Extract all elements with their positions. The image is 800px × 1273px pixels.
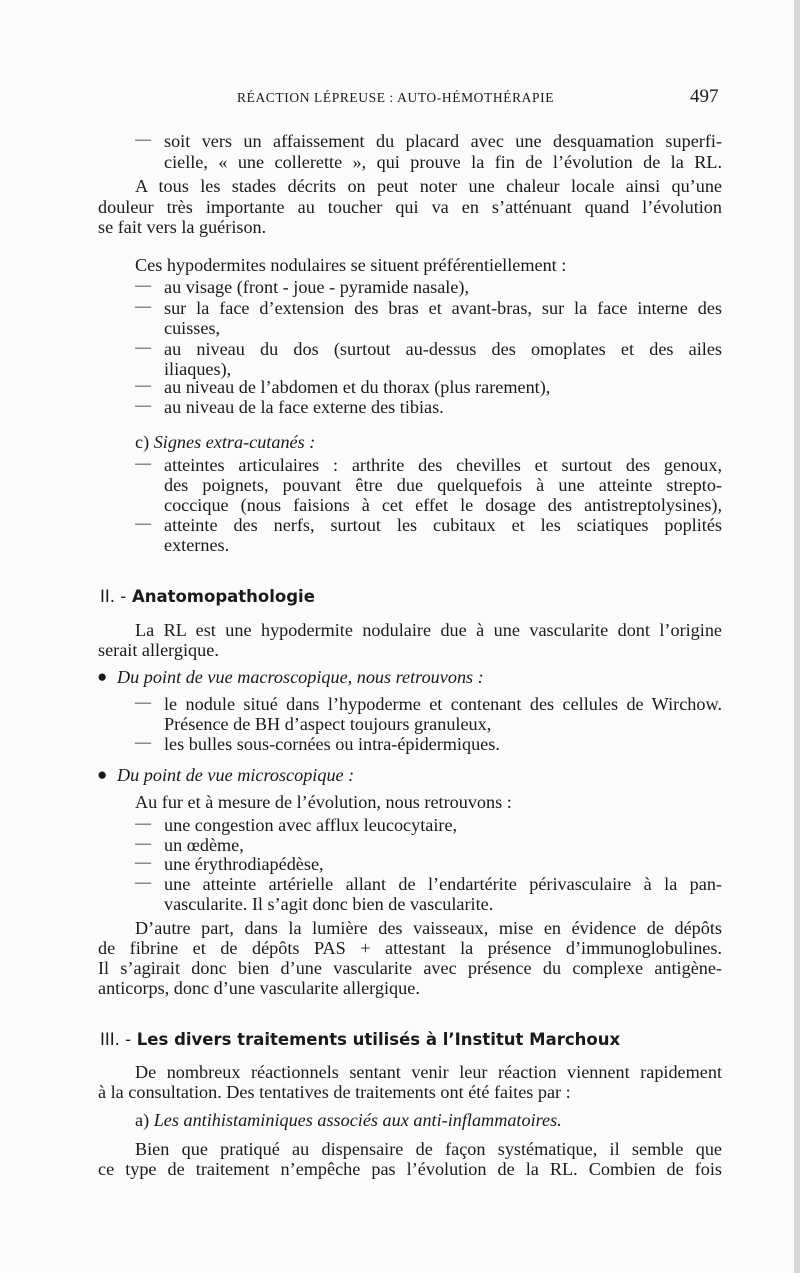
page-header — [0, 86, 800, 112]
dash-marker: — — [135, 734, 151, 751]
list-lead: Ces hypodermites nodulaires se situent préférentiellement : — [135, 255, 567, 275]
paragraph-line: D’autre part, dans la lumière des vaisseaux, mise en évidence de dépôts — [135, 918, 722, 938]
bullet-icon: ● — [97, 667, 108, 686]
list-item: des poignets, pouvant être due quelquefois à une atteinte strepto- — [164, 475, 722, 495]
list-item: vascularite. Il s’agit donc bien de vascularite. — [164, 894, 494, 914]
paragraph-line: Il s’agirait donc bien d’une vascularite avec présence du complexe antigène- — [98, 958, 722, 978]
intro-line: soit vers un affaissement du placard avec une desquamation superfi- — [164, 131, 722, 151]
subsection-prefix: c) — [135, 432, 154, 452]
dash-marker: — — [135, 339, 151, 356]
paragraph-line: De nombreux réactionnels sentant venir leur réaction viennent rapidement — [135, 1062, 722, 1082]
bullet-heading-text: Du point de vue macroscopique, nous retrouvons : — [117, 667, 484, 687]
dash-marker: — — [135, 377, 151, 394]
dash-marker: — — [135, 854, 151, 871]
list-item: atteinte des nerfs, surtout les cubitaux et les sciatiques poplités — [164, 515, 722, 535]
intro-line: cielle, « une collerette », qui prouve la fin de l’évolution de la RL. — [164, 152, 722, 172]
subsection-prefix: a) — [135, 1110, 154, 1130]
list-item: au visage (front - joue - pyramide nasale), — [164, 277, 470, 297]
list-item: au niveau de l’abdomen et du thorax (plus rarement), — [164, 377, 551, 397]
paragraph-line: Bien que pratiqué au dispensaire de façon systématique, il semble que — [135, 1139, 722, 1159]
list-item: coccique (nous faisions à cet effet le dosage des antistreptolysines), — [164, 495, 722, 515]
list-item: un œdème, — [164, 835, 244, 855]
section-number: III. - — [100, 1030, 132, 1049]
list-item: le nodule situé dans l’hypoderme et contenant des cellules de Wirchow. — [164, 694, 722, 714]
bullet-icon: ● — [97, 765, 108, 784]
subsection-title: Les antihistaminiques associés aux anti-inflammatoires. — [153, 1110, 562, 1130]
paragraph-line: serait allergique. — [98, 640, 219, 660]
dash-marker: — — [135, 298, 151, 315]
paragraph-line: de fibrine et de dépôts PAS + attestant la présence d’immunoglobulines. — [98, 938, 722, 958]
paragraph-line: ce type de traitement n’empêche pas l’évolution de la RL. Combien de fois — [98, 1159, 722, 1179]
section-title: Anatomopathologie — [131, 587, 315, 606]
list-item: au niveau de la face externe des tibias. — [164, 397, 444, 417]
subsection-label — [135, 432, 315, 452]
list-lead: Au fur et à mesure de l’évolution, nous retrouvons : — [135, 792, 512, 812]
dash-marker: — — [135, 835, 151, 852]
dash-marker: — — [135, 515, 151, 532]
dash-marker: — — [135, 694, 151, 711]
dash-marker: — — [135, 455, 151, 472]
list-item: au niveau du dos (surtout au-dessus des omoplates et des ailes — [164, 339, 722, 359]
list-item: atteintes articulaires : arthrite des chevilles et surtout des genoux, — [164, 455, 722, 475]
list-item: une atteinte artérielle allant de l’endartérite périvasculaire à la pan- — [164, 874, 722, 894]
bullet-heading — [117, 765, 354, 785]
list-item: cuisses, — [164, 318, 221, 338]
page-number: 497 — [690, 86, 719, 107]
dash-marker: — — [135, 131, 151, 148]
dash-marker: — — [135, 874, 151, 891]
section-heading-3 — [100, 1030, 620, 1049]
paragraph-line: douleur très importante au toucher qui va en s’atténuant quand l’évolution — [98, 197, 722, 217]
dash-marker: — — [135, 277, 151, 294]
paragraph-line: à la consultation. Des tentatives de traitements ont été faites par : — [98, 1082, 571, 1102]
list-item: iliaques), — [164, 359, 232, 379]
dash-marker: — — [135, 397, 151, 414]
paragraph-line: anticorps, donc d’une vascularite allergique. — [98, 978, 420, 998]
list-item: Présence de BH d’aspect toujours granuleux, — [164, 714, 492, 734]
list-item: sur la face d’extension des bras et avant-bras, sur la face interne des — [164, 298, 722, 318]
list-item: une congestion avec afflux leucocytaire, — [164, 815, 458, 835]
section-number: II. - — [100, 587, 127, 606]
bullet-heading — [117, 667, 484, 687]
page-edge-shadow — [794, 0, 800, 1273]
dash-marker: — — [135, 815, 151, 832]
running-title: RÉACTION LÉPREUSE : AUTO-HÉMOTHÉRAPIE — [237, 90, 555, 105]
section-heading-2 — [100, 587, 315, 606]
paragraph-line: se fait vers la guérison. — [98, 217, 267, 237]
bullet-heading-text: Du point de vue microscopique : — [117, 765, 355, 785]
list-item: une érythrodiapédèse, — [164, 854, 324, 874]
list-item: les bulles sous-cornées ou intra-épidermiques. — [164, 734, 500, 754]
subsection-title: Signes extra-cutanés : — [153, 432, 316, 452]
paragraph-line: La RL est une hypodermite nodulaire due à une vascularite dont l’origine — [135, 620, 722, 640]
list-item: externes. — [164, 535, 230, 555]
paragraph-line: A tous les stades décrits on peut noter une chaleur locale ainsi qu’une — [135, 176, 722, 196]
subsection-label — [135, 1110, 562, 1130]
section-title: Les divers traitements utilisés à l’Institut Marchoux — [136, 1030, 621, 1049]
